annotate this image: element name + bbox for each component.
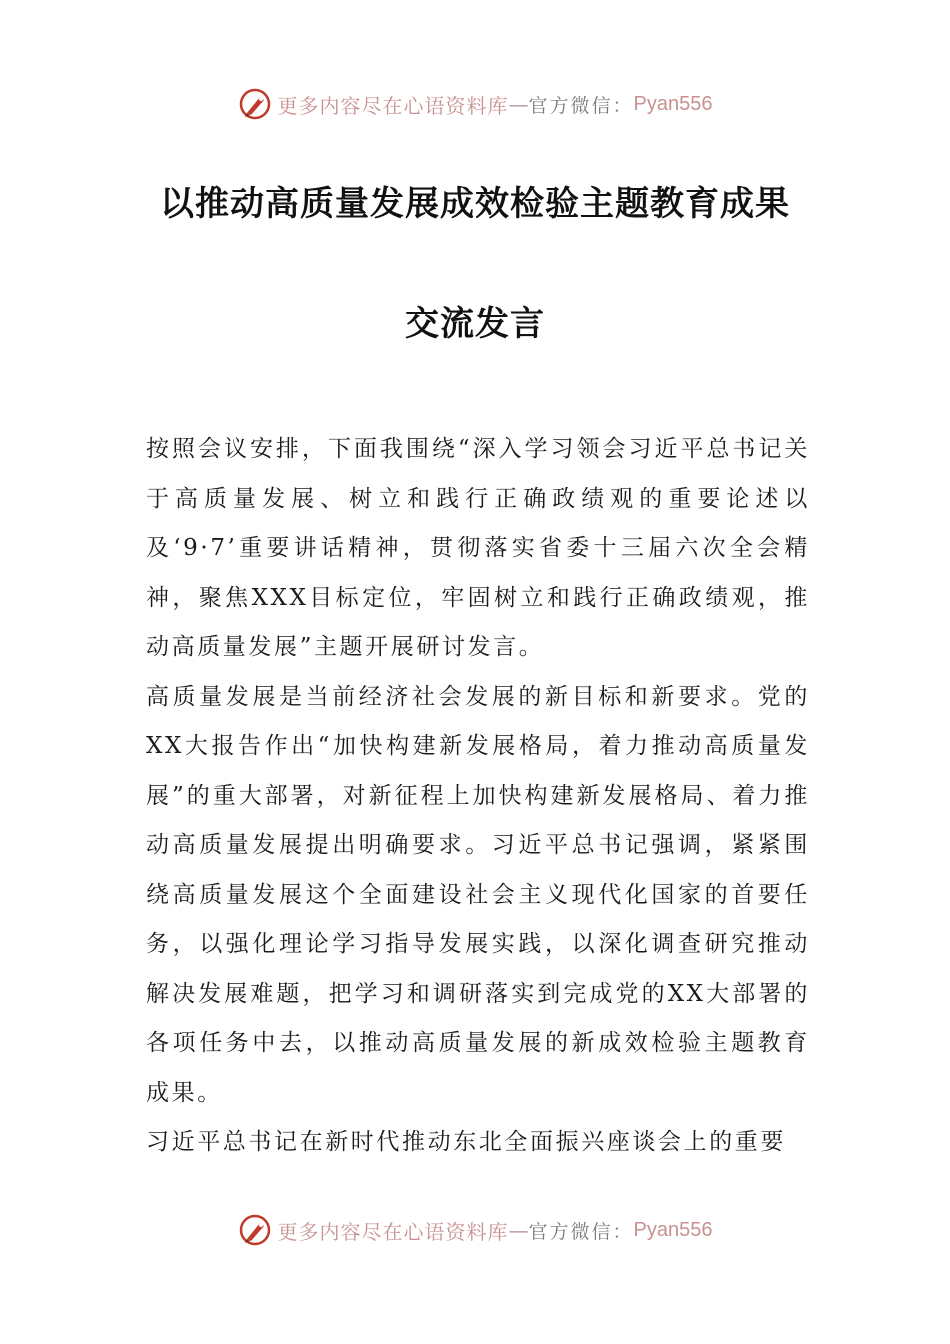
- footer-banner: [0, 1210, 950, 1250]
- pen-nib-logo-icon: [238, 87, 272, 121]
- banner-wechat-id: Pyan556: [633, 92, 713, 115]
- paragraph: 按照会议安排，下面我围绕“深入学习领会习近平总书记关于高质量发展、树立和践行正确政绩观的重要论述以及‘9·7’重要讲话精神，贯彻落实省委十三届六次全会精神，聚焦XXX目标定位，牢固树立和践行正确政绩观，推动高质量发展”主题开展研讨发言。: [146, 436, 810, 660]
- banner-wechat-label: 官方微信：: [528, 1220, 634, 1243]
- banner-text: 更多内容尽在心语资料库: [277, 1219, 509, 1244]
- document-title-line2: 交流发言: [405, 304, 545, 344]
- pen-nib-logo-icon: [238, 1213, 272, 1247]
- banner-separator: —: [508, 1218, 529, 1242]
- document-title-line1: 以推动高质量发展成效检验主题教育成果: [160, 184, 790, 224]
- banner-wechat-id: Pyan556: [633, 1218, 713, 1241]
- header-banner: [0, 84, 950, 124]
- banner-wechat-label: 官方微信：: [528, 94, 634, 117]
- paragraph: 高质量发展是当前经济社会发展的新目标和新要求。党的XX大报告作出“加快构建新发展格局，着力推动高质量发展”的重大部署，对新征程上加快构建新发展格局、着力推动高质量发展提出明确要求。习近平总书记强调，紧紧围绕高质量发展这个全面建设社会主义现代化国家的首要任务，以强化理论学习指导发展实践，以深化调查研究推动解决发展难题，把学习和调研落实到完成党的XX大部署的各项任务中去，以推动高质量发展的新成效检验主题教育成果。: [146, 683, 810, 1106]
- document-body: [146, 425, 810, 1168]
- banner-separator: —: [508, 92, 529, 116]
- banner-text: 更多内容尽在心语资料库: [277, 93, 509, 118]
- paragraph: 习近平总书记在新时代推动东北全面振兴座谈会上的重要: [146, 1129, 786, 1155]
